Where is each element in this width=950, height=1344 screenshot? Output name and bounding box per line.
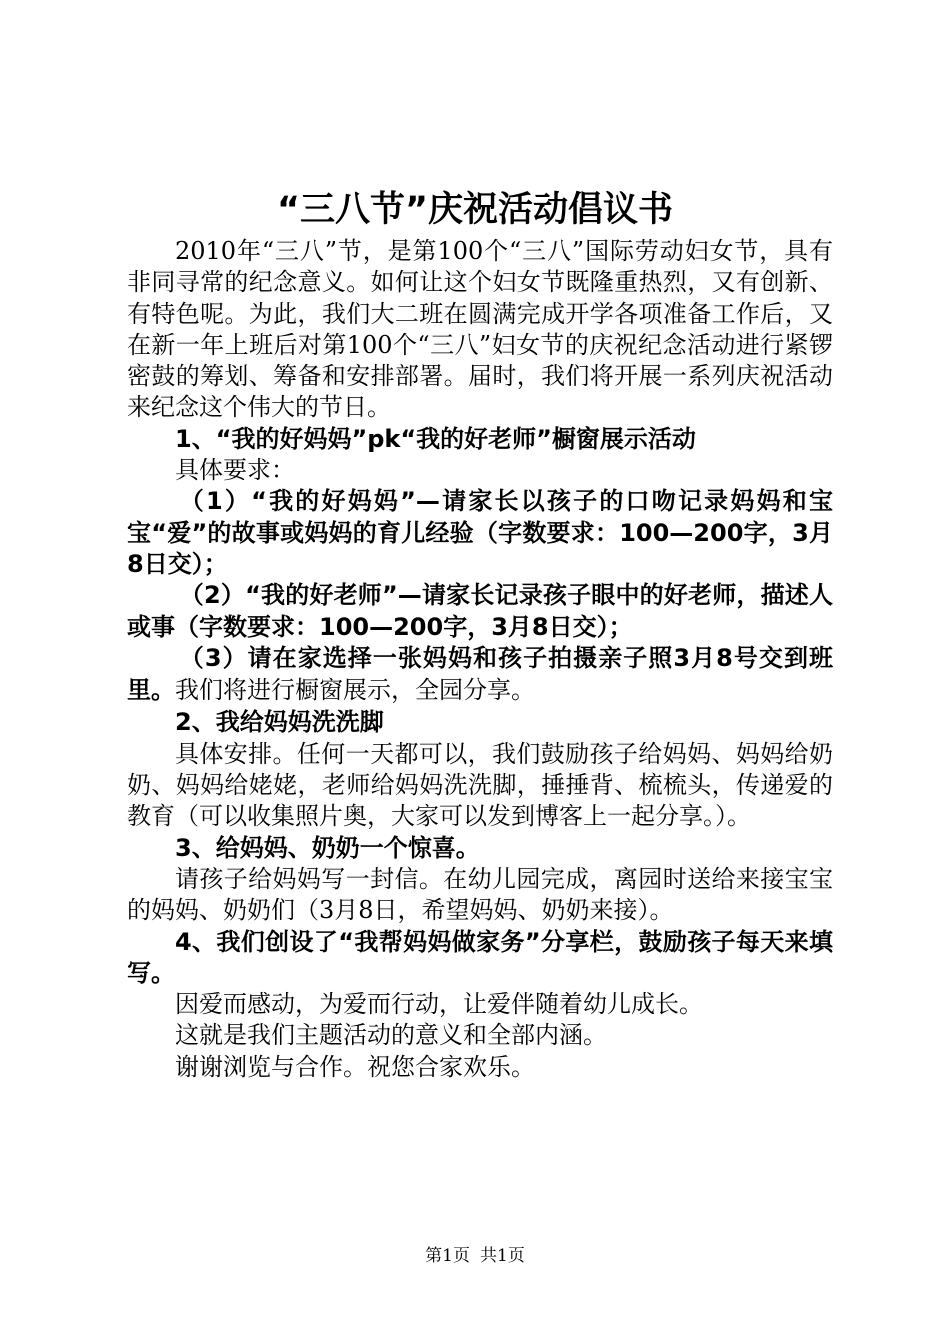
document-title: “三八节”庆祝活动倡议书 bbox=[276, 190, 673, 230]
document-body bbox=[127, 236, 833, 1083]
requirement-3-note: 我们将进行橱窗展示，全园分享。 bbox=[175, 676, 535, 705]
requirement-2: （2）“我的好老师”—请家长记录孩子眼中的好老师，描述人或事（字数要求：100—200字，3月8日交）； bbox=[127, 581, 833, 641]
page-number-current: 第1页 bbox=[425, 1246, 470, 1266]
activity-3-heading: 3、给妈妈、奶奶一个惊喜。 bbox=[175, 833, 480, 862]
activity-1-requirements-label: 具体要求： bbox=[175, 456, 295, 485]
activity-4-heading: 4、我们创设了“我帮妈妈做家务”分享栏，鼓励孩子每天来填写。 bbox=[127, 927, 833, 987]
activity-3-detail: 请孩子给妈妈写一封信。在幼儿园完成，离园时送给来接宝宝的妈妈、奶奶们（3月8日，希望妈妈、奶奶来接）。 bbox=[127, 864, 833, 925]
activity-2-detail: 具体安排。任何一天都可以，我们鼓励孩子给妈妈、妈妈给奶奶、妈妈给姥姥，老师给妈妈洗洗脚，捶捶背、梳梳头，传递爱的教育（可以收集照片奥，大家可以发到博客上一起分享。）。 bbox=[127, 739, 833, 831]
activity-2-heading: 2、我给妈妈洗洗脚 bbox=[175, 708, 384, 737]
requirement-3-text: （3）请在家选择一张妈妈和孩子拍摄亲子照3月8号交到班里。 bbox=[127, 643, 833, 705]
requirement-3 bbox=[127, 643, 833, 708]
page-footer bbox=[0, 1244, 950, 1268]
closing-line-2: 这就是我们主题活动的意义和全部内涵。 bbox=[175, 1021, 607, 1050]
closing-line-1: 因爱而感动，为爱而行动，让爱伴随着幼儿成长。 bbox=[175, 990, 703, 1019]
intro-paragraph: 2010年“三八”节，是第100个“三八”国际劳动妇女节，具有非同寻常的纪念意义。如何让这个妇女节既隆重热烈，又有创新、有特色呢。为此，我们大二班在圆满完成开学各项准备工作后，又在新一年上班后对第100个“三八”妇女节的庆祝纪念活动进行紧锣密鼓的筹划、筹备和安排部署。届时，我们将开展一系列庆祝活动来纪念这个伟大的节日。 bbox=[127, 237, 833, 422]
closing-line-3: 谢谢浏览与合作。祝您合家欢乐。 bbox=[175, 1052, 535, 1081]
requirement-1: （1）“我的好妈妈”—请家长以孩子的口吻记录妈妈和宝宝“爱”的故事或妈妈的育儿经验（字数要求：100—200字，3月8日交）； bbox=[127, 487, 833, 578]
activity-1-heading: 1、“我的好妈妈”pk“我的好老师”橱窗展示活动 bbox=[175, 424, 696, 453]
page-number-total: 共1页 bbox=[480, 1246, 525, 1266]
